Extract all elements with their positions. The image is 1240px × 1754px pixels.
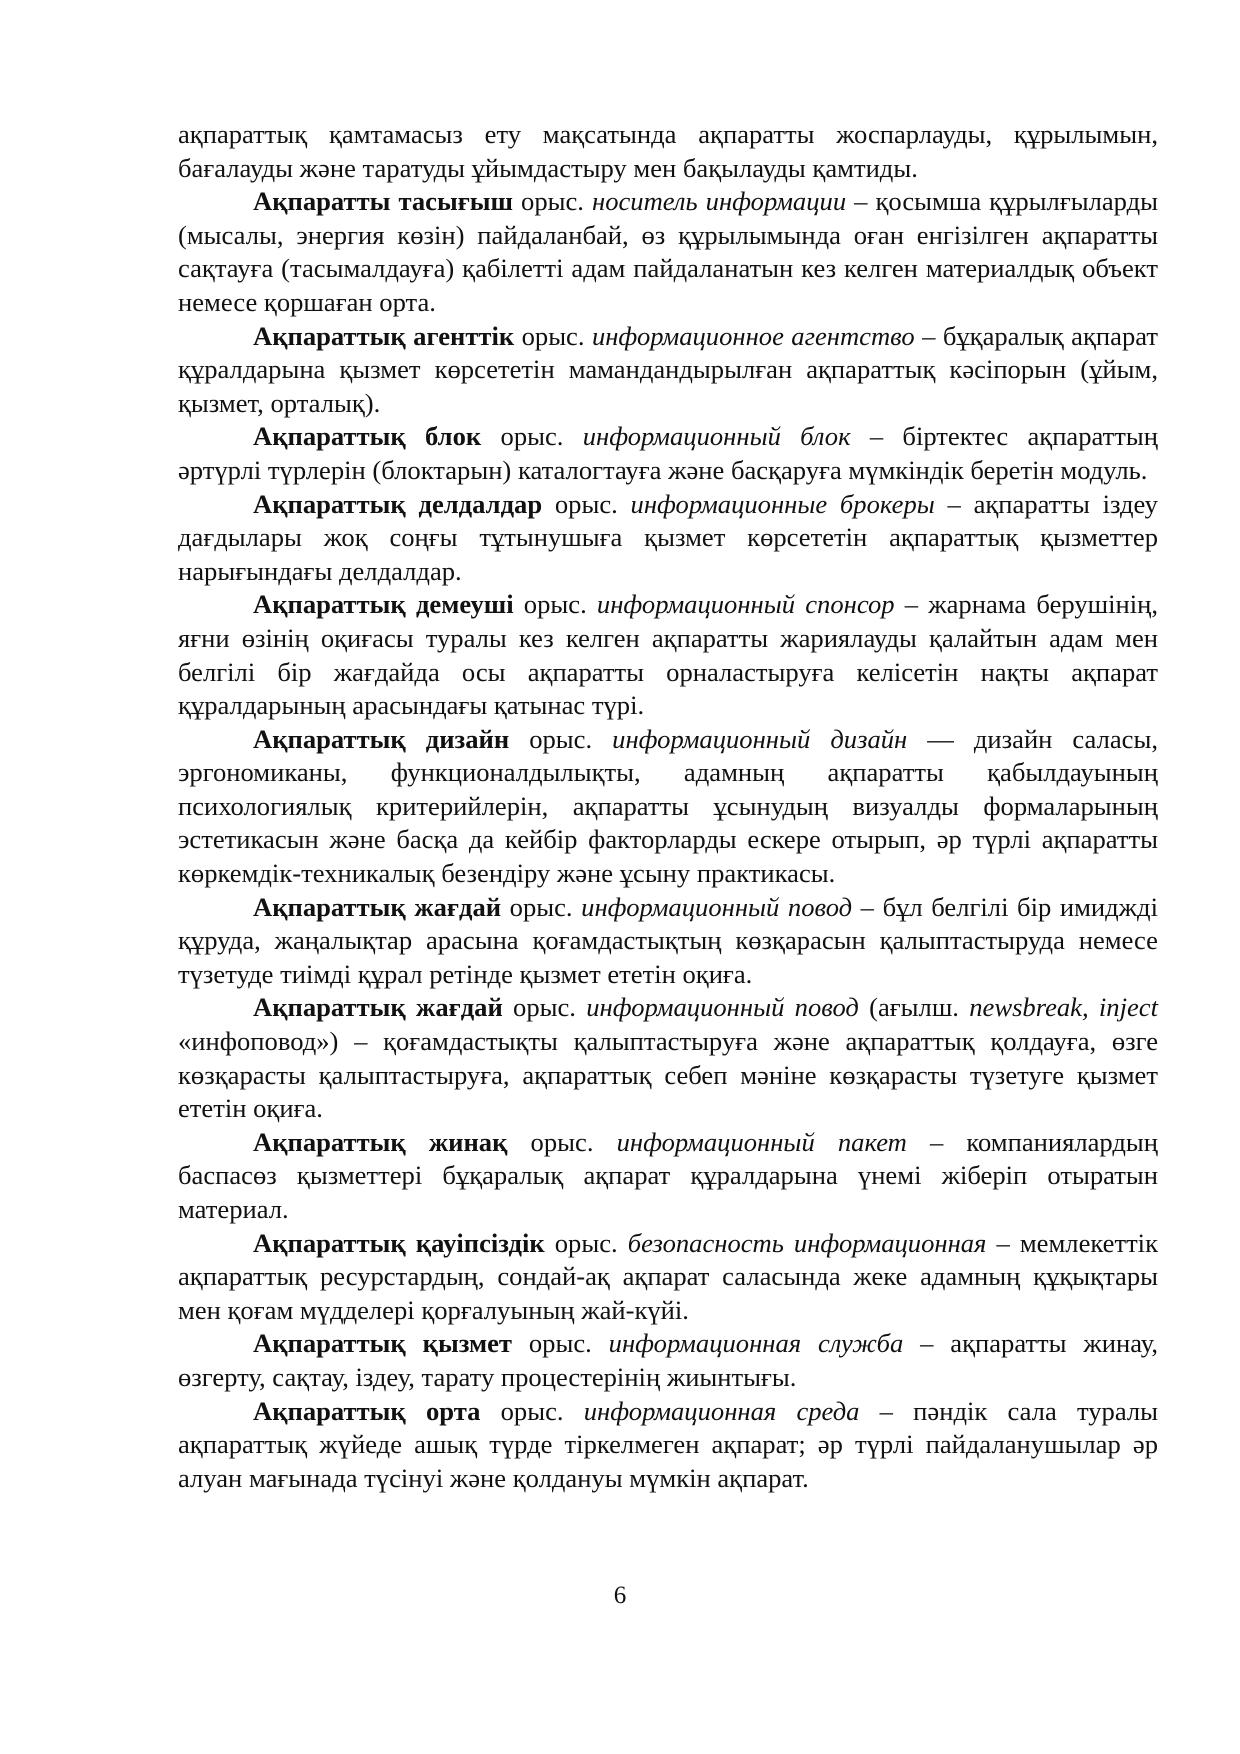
glossary-entry xyxy=(178,991,1158,1125)
entry-russian-term: информационный спонсор xyxy=(596,589,895,620)
entry-definition: – ақпаратты іздеу дағдылары жоқ соңғы тұтынушыға қызмет көрсететін ақпараттық қызметтер нарығындағы делдалдар. xyxy=(178,488,1158,586)
entry-russian-term: информационный пакет xyxy=(616,1126,907,1157)
entry-definition: – мемлекеттік ақпараттық ресурстардың, сондай-ақ ақпарат саласында жеке адамның құқықтары мен қоғам мүдделері қорғалуының жай-күйі. xyxy=(178,1227,1158,1325)
entry-lang-note: орыс. xyxy=(513,589,597,620)
entry-term: Ақпараттық жағдай xyxy=(253,992,503,1023)
entry-term: Ақпараттық демеуші xyxy=(253,589,514,620)
glossary-entry xyxy=(178,1327,1158,1394)
entry-term: Ақпараттық қызмет xyxy=(253,1328,512,1359)
glossary-entry xyxy=(178,723,1158,891)
entry-lang-note: орыс. xyxy=(507,1126,617,1157)
entry-term: Ақпараттық жағдай xyxy=(253,891,502,922)
entry-lang-note: орыс. xyxy=(509,723,613,754)
glossary-entry xyxy=(178,1395,1158,1496)
entry-definition: – пәндік сала туралы ақпараттық жүйеде ашық түрде тіркелмеген ақпарат; әр түрлі пайдаланушылар әр алуан мағынада түсінуі және қолдануы мүмкін ақпарат. xyxy=(178,1395,1158,1493)
document-body xyxy=(178,118,1158,1495)
entry-term: Ақпараттық блок xyxy=(253,421,482,452)
entry-term: Ақпараттық қауіпсіздік xyxy=(253,1227,545,1258)
glossary-entry xyxy=(178,1227,1158,1328)
entry-definition: – ақпаратты жинау, өзгерту, сақтау, іздеу, тарату процестерінің жиынтығы. xyxy=(178,1328,1158,1392)
entry-lang-note: орыс. xyxy=(512,1328,609,1359)
entry-definition: – қосымша құрылғыларды (мысалы, энергия көзін) пайдаланбай, өз құрылымында оған енгізілген ақпаратты сақтауға (тасымалдауға) қабілетті адам пайдаланатын кез келген материалдық объект немесе қоршаған орта. xyxy=(178,186,1159,317)
entry-definition-rest: «инфоповод») – қоғамдастықты қалыптастыруға және ақпараттық қолдауға, өзге көзқарасты қалыптастыруға, ақпараттық себеп мәніне көзқарасты түзетуге қызмет ететін оқиға. xyxy=(178,1026,1158,1124)
entry-lang-note: орыс. xyxy=(544,1227,628,1258)
entry-english-term: newsbreak, inject xyxy=(969,992,1158,1023)
entry-term: Ақпараттық делдалдар xyxy=(253,488,543,519)
entry-term: Ақпараттық агенттік xyxy=(253,320,515,351)
entry-lang-note: орыс. xyxy=(481,421,583,452)
entry-definition: – бұл белгілі бір имиджді құруда, жаңалықтар арасына қоғамдастықтың көзқарасын қалыптастыруда немесе түзетуде тиімді құрал ретінде қызмет ететін оқиға. xyxy=(178,891,1158,989)
entry-lang-note: орыс. xyxy=(501,891,582,922)
entry-definition: (ағылш. xyxy=(858,992,970,1023)
entry-definition: – бұқаралық ақпарат құралдарына қызмет көрсететін мамандандырылған ақпараттық кәсіпорын (ұйым, қызмет, орталық). xyxy=(178,320,1158,418)
entry-term: Ақпараттық дизайн xyxy=(253,723,510,754)
entry-lang-note: орыс. xyxy=(480,1395,584,1426)
entry-russian-term: информационная служба xyxy=(608,1328,904,1359)
entry-term: Ақпараттық орта xyxy=(253,1395,481,1426)
entry-lang-note: орыс. xyxy=(513,186,592,217)
entry-lang-note: орыс. xyxy=(514,320,592,351)
entry-russian-term: информационный блок xyxy=(582,421,851,452)
entry-russian-term: информационное агентство xyxy=(591,320,915,351)
entry-russian-term: информационный дизайн xyxy=(612,723,908,754)
entry-lang-note: орыс. xyxy=(542,488,631,519)
glossary-entry xyxy=(178,488,1158,589)
intro-paragraph: ақпараттық қамтамасыз ету мақсатында ақпаратты жоспарлауды, құрылымын, бағалауды және таратуды ұйымдастыру мен бақылауды қамтиды. xyxy=(178,119,1158,183)
entry-russian-term: безопасность информационная xyxy=(627,1227,987,1258)
glossary-entry xyxy=(178,891,1158,992)
entry-russian-term: информационный повод xyxy=(586,992,859,1023)
entry-russian-term: информационные брокеры xyxy=(630,488,935,519)
glossary-entry xyxy=(178,588,1158,722)
entry-definition: – жарнама берушінің, яғни өзінің оқиғасы туралы кез келген ақпаратты жариялауды қалайтын адам мен белгілі бір жағдайда осы ақпаратты орналастыруға келісетін нақты ақпарат құралдарының арасындағы қатынас түрі. xyxy=(178,589,1159,721)
glossary-entry xyxy=(178,320,1158,421)
glossary-entry xyxy=(178,1126,1158,1227)
entry-russian-term: информационная среда xyxy=(583,1395,860,1426)
entry-lang-note: орыс. xyxy=(502,992,587,1023)
entry-term: Ақпараттық жинақ xyxy=(253,1126,508,1157)
glossary-entry xyxy=(178,420,1158,487)
entry-definition: – компаниялардың баспасөз қызметтері бұқаралық ақпарат құралдарына үнемі жіберіп отыратын материал. xyxy=(178,1126,1158,1224)
entry-term: Ақпаратты тасығыш xyxy=(253,186,514,217)
entry-definition: – біртектес ақпараттың әртүрлі түрлерін (блоктарын) каталогтауға және басқаруға мүмкіндік беретін модуль. xyxy=(178,421,1158,485)
entry-russian-term: информационный повод xyxy=(581,891,853,922)
glossary-entry xyxy=(178,185,1158,319)
entry-definition: — дизайн саласы, эргономиканы, функционалдылықты, адамның ақпаратты қабылдауының психологиялық критерийлерін, ақпаратты ұсынудың визуалды формаларының эстетикасын және басқа да кейбір факторларды ескере отырып, әр түрлі ақпаратты көркемдік-техникалық безендіру және ұсыну практикасы. xyxy=(178,723,1158,889)
page-number: 6 xyxy=(613,1582,627,1609)
entry-russian-term: носитель информации xyxy=(592,186,847,217)
